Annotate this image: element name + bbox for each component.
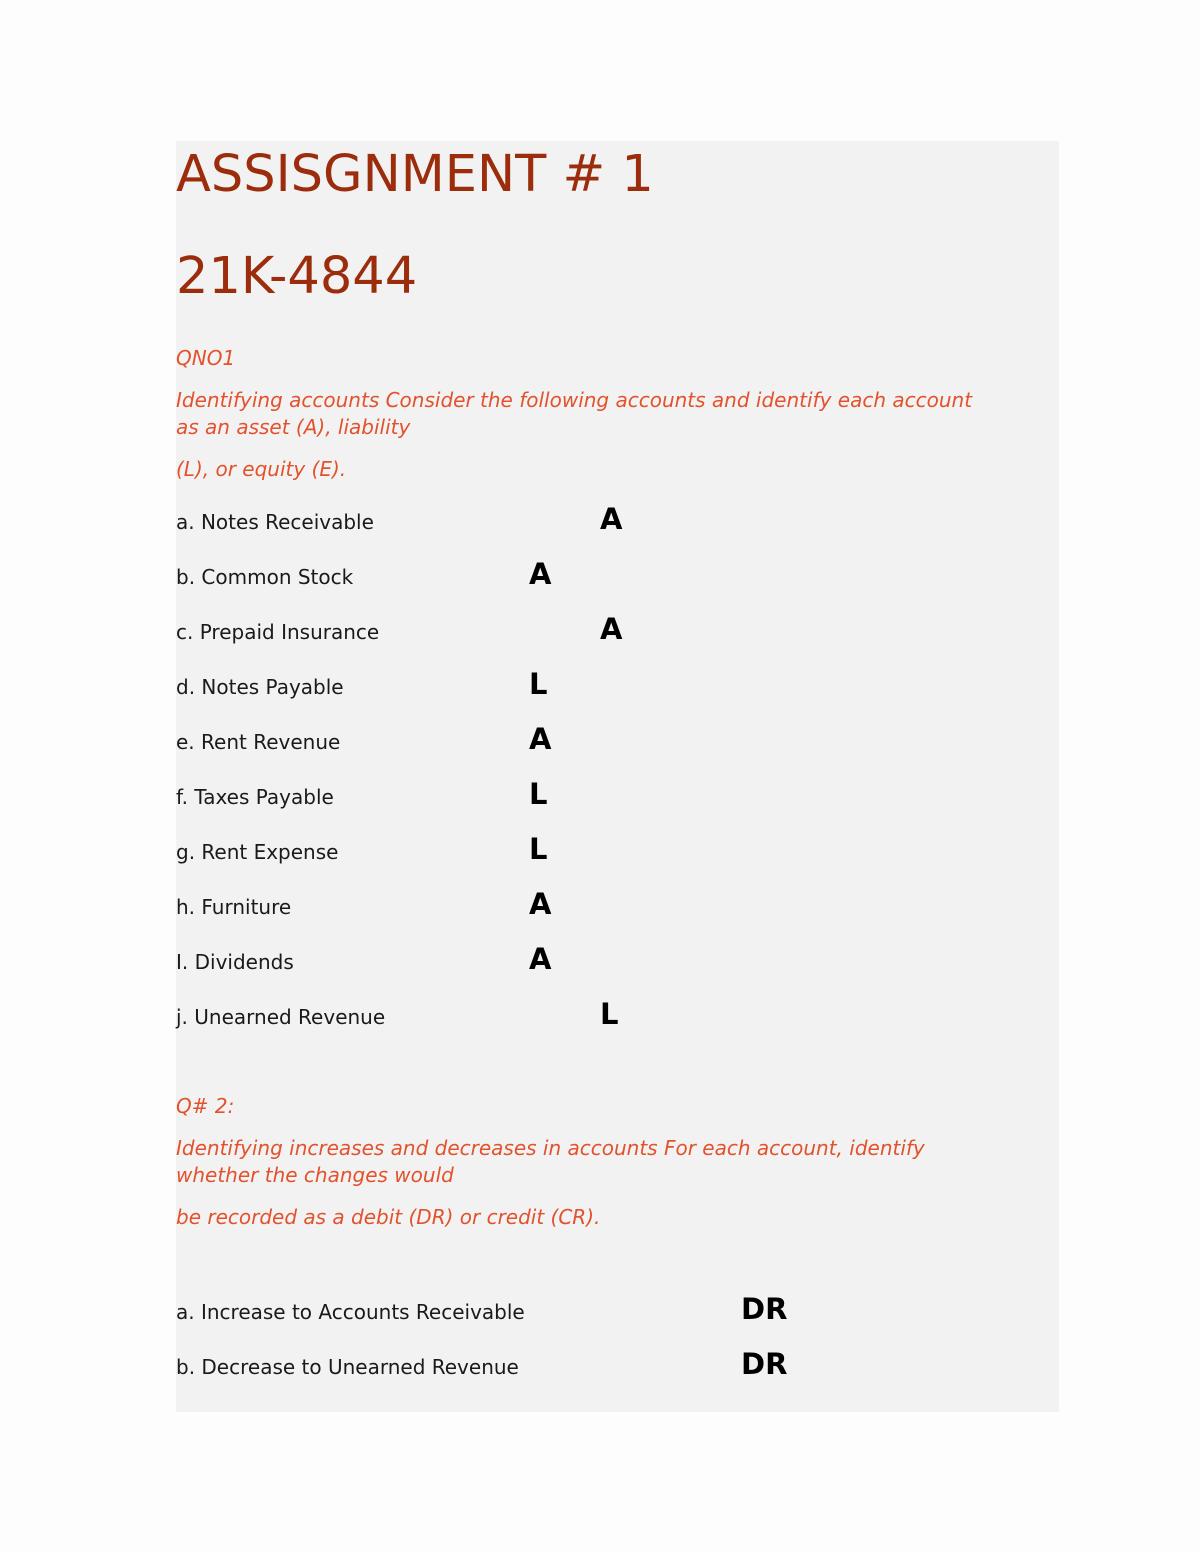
student-id: 21K-4844 [176,247,418,306]
q1-label: QNO1 [176,346,236,370]
q1-item-c: c. Prepaid Insurance [176,620,380,644]
q2-answer-b: DR [741,1347,788,1381]
q2-answer-a: DR [741,1292,788,1326]
q2-prompt-line-3: be recorded as a debit (DR) or credit (CR). [176,1205,601,1229]
q1-answer-c: A [600,612,623,646]
q1-item-i: I. Dividends [176,950,294,974]
q1-item-j: j. Unearned Revenue [176,1005,386,1029]
document-title: ASSISGNMENT # 1 [176,145,654,204]
q2-prompt-line-1: Identifying increases and decreases in accounts For each account, identify [176,1136,925,1160]
q1-item-b: b. Common Stock [176,565,354,589]
q1-item-f: f. Taxes Payable [176,785,334,809]
q2-item-b: b. Decrease to Unearned Revenue [176,1355,519,1379]
q1-answer-f: L [529,777,548,811]
q2-prompt-line-2: whether the changes would [176,1163,454,1187]
q1-answer-b: A [529,557,552,591]
document-page [176,141,1059,1412]
q1-item-e: e. Rent Revenue [176,730,341,754]
q1-answer-i: A [529,942,552,976]
q1-answer-g: L [529,832,548,866]
q1-answer-h: A [529,887,552,921]
q2-label: Q# 2: [176,1094,235,1118]
q1-item-d: d. Notes Payable [176,675,344,699]
q1-answer-j: L [600,997,619,1031]
q1-answer-e: A [529,722,552,756]
q2-item-a: a. Increase to Accounts Receivable [176,1300,525,1324]
q1-item-g: g. Rent Expense [176,840,339,864]
q1-prompt-line-2: as an asset (A), liability [176,415,411,439]
q1-answer-a: A [600,502,623,536]
q1-prompt-line-1: Identifying accounts Consider the following accounts and identify each account [176,388,973,412]
q1-answer-d: L [529,667,548,701]
q1-prompt-line-3: (L), or equity (E). [176,457,347,481]
q1-item-a: a. Notes Receivable [176,510,374,534]
q1-item-h: h. Furniture [176,895,292,919]
